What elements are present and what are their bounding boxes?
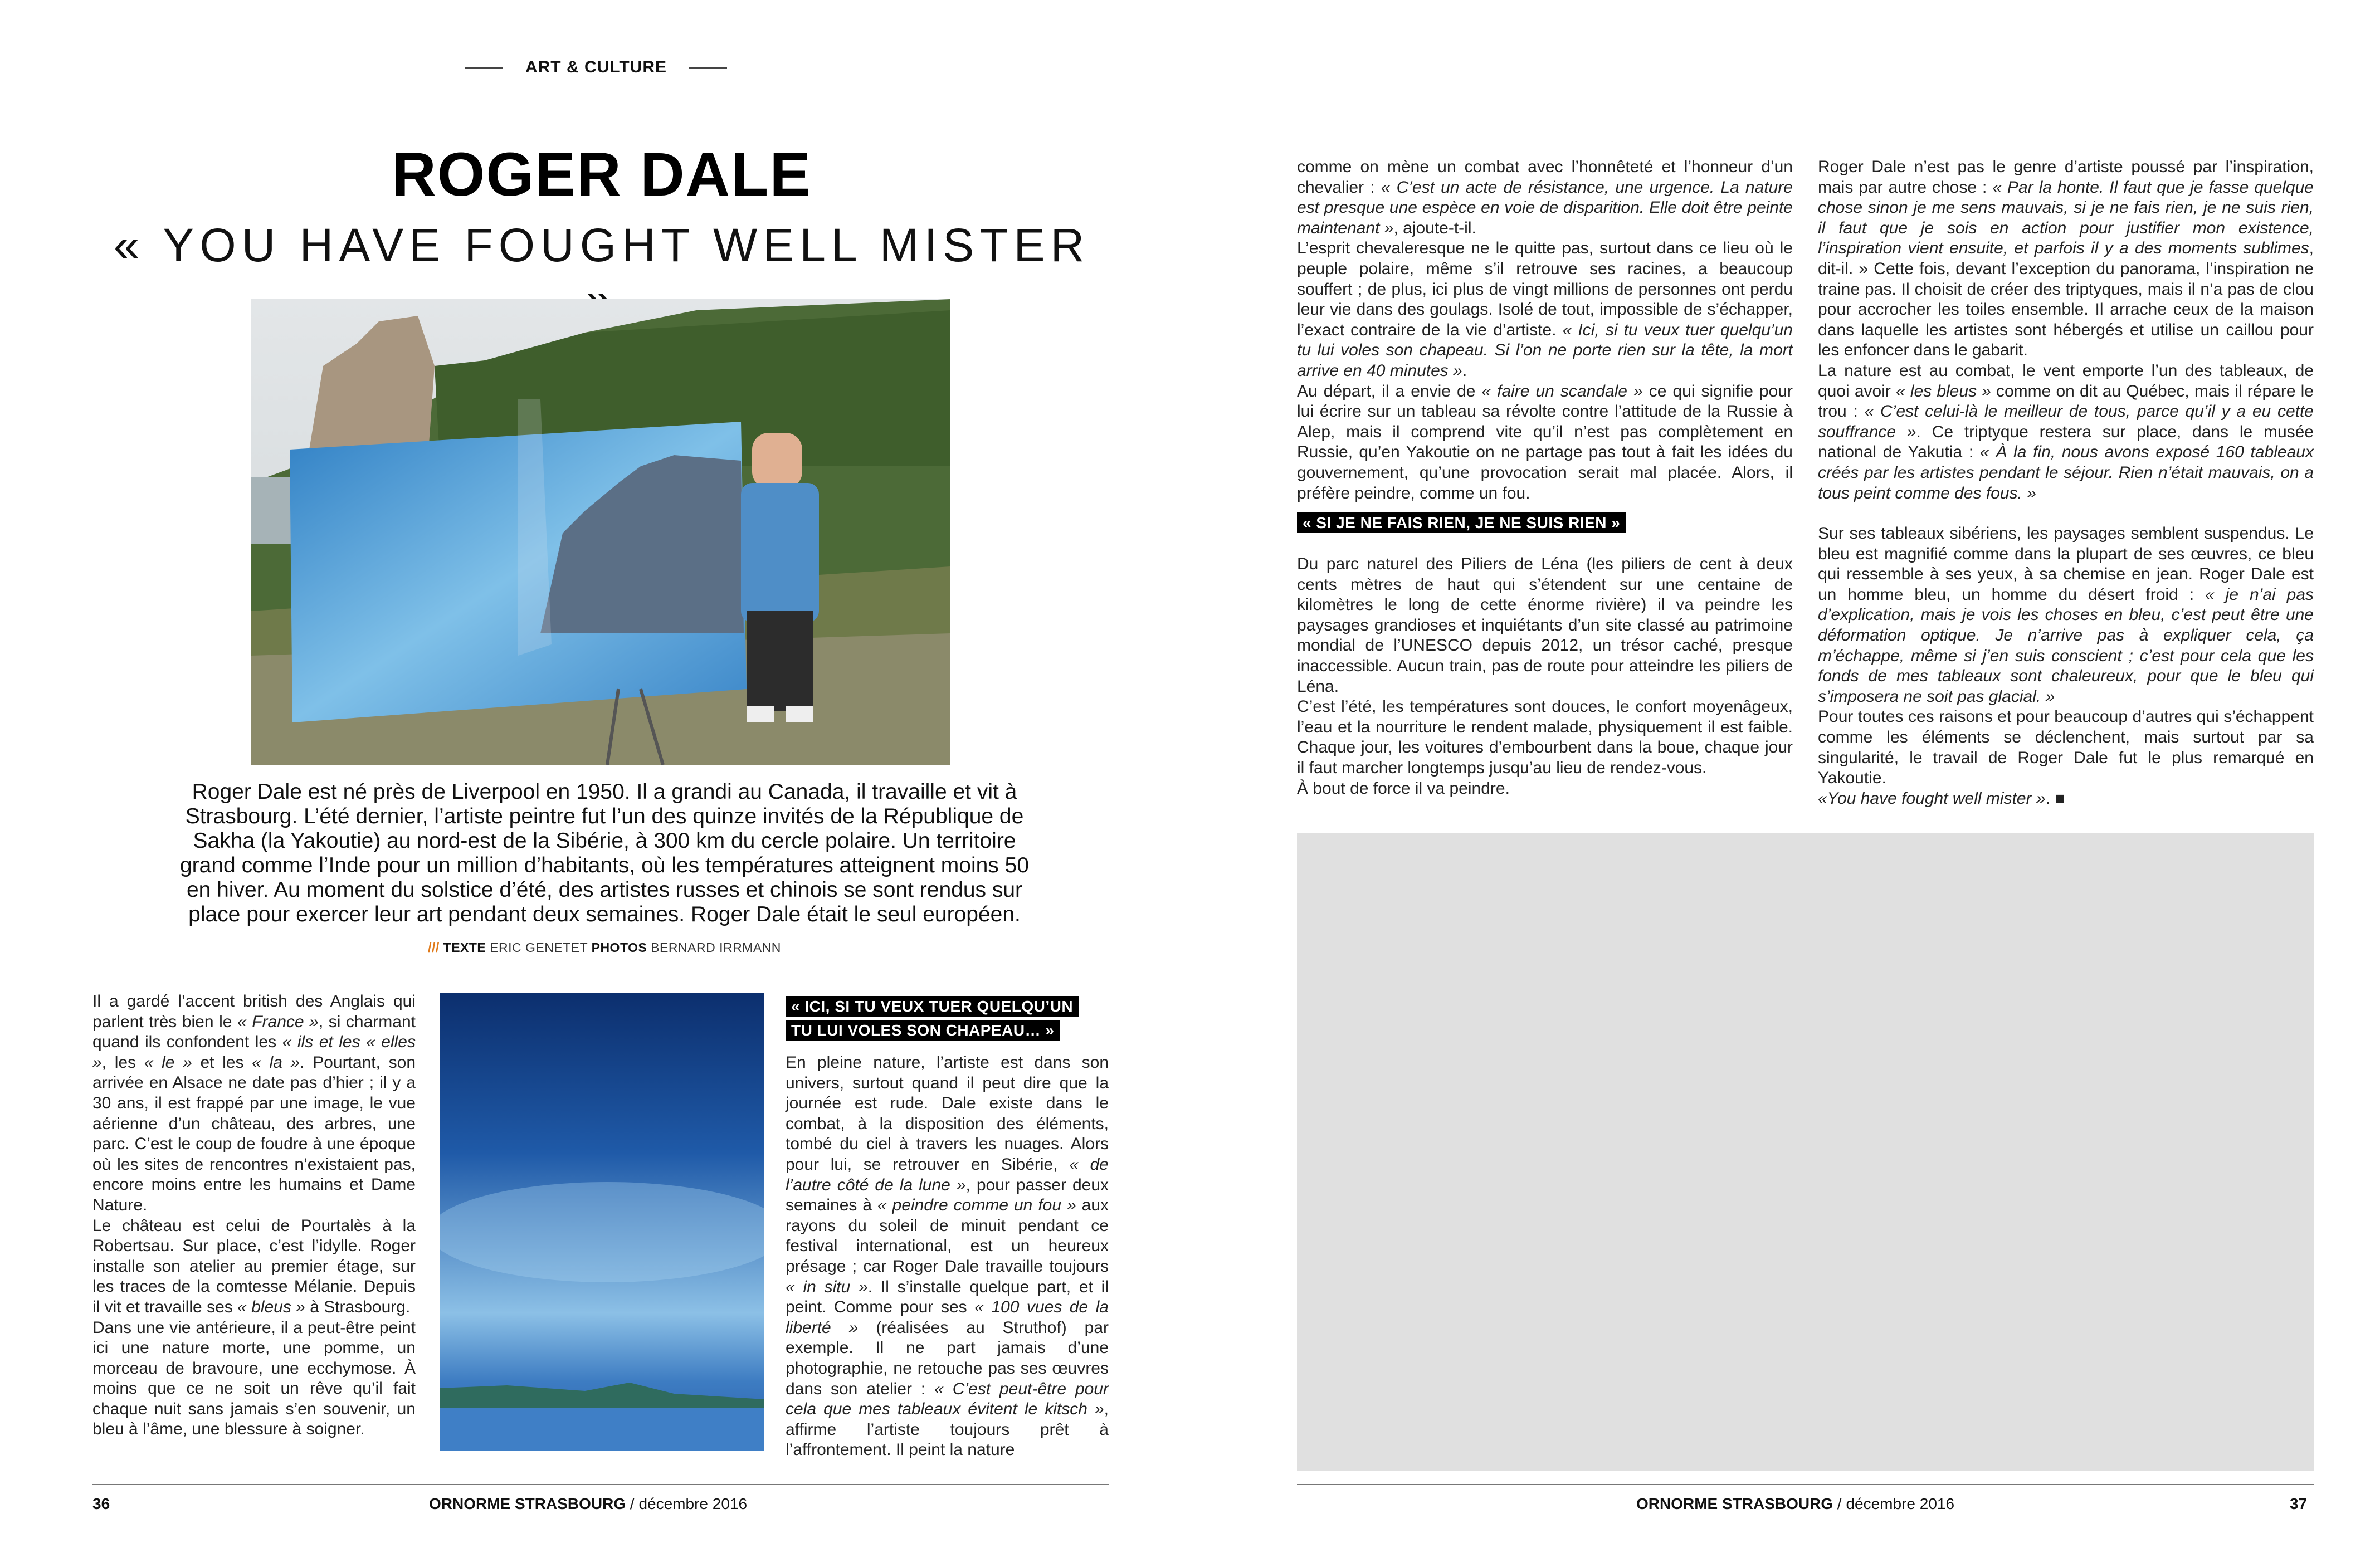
credits-texte-label: TEXTE [443, 940, 486, 955]
col4-paragraph-3: Sur ses tableaux sibériens, les paysages semblent suspendus. Le bleu est magnifié comme dans la plupart de ses œuvres, ce bleu qui ressemble à ses yeux, à sa chemise en jean. Roger Dale est un homme bleu, un homme du désert froid : « je n’ai pas d’explication, mais je vois les choses en bleu, c’est peut être une déformation optique. Je n’arrive pas à expliquer cela, ça m’échappe, même si j’en suis conscient ; c’est pour cela que les fonds de mes tableaux sont chaleureux, pour que le bleu qui s’imposera ne soit pas glacial. » [1818, 524, 2314, 706]
col3b-paragraph-1: Du parc naturel des Piliers de Léna (les piliers de cent à deux cents mètres de haut qui s’étendent sur une centaine de kilomètres le long de cette énorme rivière) il va peindre les paysages grandioses et inquiétants d’un site classé au patrimoine mondial de l’UNESCO depuis 2012, un trésor caché, presque inaccessible. Aucun train, pas de route pour atteindre les piliers de Léna. [1297, 555, 1793, 696]
image-placeholder [1297, 833, 2314, 1471]
col1-paragraph-2: Le château est celui de Pourtalès à la Robertsau. Sur place, c’est l’idylle. Roger installe son atelier au premier étage, sur les traces de la comtesse Mélanie. Depuis il vit et travaille ses « bleus » à Strasbourg. [92, 1216, 416, 1316]
col4-paragraph-2: La nature est au combat, le vent emporte l’un des tableaux, de quoi avoir « les bleus » comme on dit au Québec, mais il répare le trou : « C’est celui-là le meilleur de tous, parce qu’il y a eu cette souffrance ». Ce triptyque restera sur place, dans le musée national de Yakutia : « À la fin, nous avons exposé 160 tableaux créés par les artistes pendant le séjour. Rien n’était mauvais, on a tous peint comme des fous. » [1818, 361, 2314, 502]
col1-paragraph-3: Dans une vie antérieure, il a peut-être peint ici une nature morte, une pomme, un morceau de bravoure, une ecchymose. À moins que ce ne soit un rêve qu’il fait chaque nuit sans jamais s’en souvenir, un bleu à l’âme, une blessure à soigner. [92, 1318, 416, 1439]
pull-quote-2 [1297, 512, 1626, 534]
pull-quote-2-text: « SI JE NE FAIS RIEN, JE NE SUIS RIEN » [1297, 512, 1626, 533]
credits-texte-name: ERIC GENETET [490, 940, 588, 955]
col3b-paragraph-3: À bout de force il va peindre. [1297, 779, 1510, 798]
col4-paragraph-5: «You have fought well mister ». ■ [1818, 789, 2065, 808]
credits-photos-label: PHOTOS [591, 940, 647, 955]
page-number-right: 37 [2290, 1495, 2308, 1512]
credits-slash: /// [428, 940, 440, 955]
artist-photo-illustration [251, 299, 950, 765]
column-3 [1297, 157, 1793, 504]
intro-paragraph: Roger Dale est né près de Liverpool en 1950. Il a grandi au Canada, il travaille et vit à Strasbourg. L’été dernier, l’artiste peintre fut l’un des quinze invités de la République de Sakha (la Yakoutie) au nord-est de la Sibérie, à 300 km du cercle polaire. Un territoire grand comme l’Inde pour un million d’habitants, où les températures atteignent moins 50 en hiver. Au moment du solstice d’été, des artistes russes et chinois se sont rendus sur place pour exercer leur art pendant deux semaines. Roger Dale était le seul européen. [179, 780, 1030, 926]
pull-quote-1 [786, 996, 1109, 1044]
header-rule-left [465, 67, 503, 69]
col2-paragraph: En pleine nature, l’artiste est dans son univers, surtout quand il peut dire que la journée est rude. Dale existe dans le combat, à la disposition des éléments, tombé du ciel à travers les nuages. Alors pour lui, se retrouver en Sibérie, « de l’autre côté de la lune », pour passer deux semaines à « peindre comme un fou » aux rayons du soleil de minuit pendant ce festival international, est un heureux présage ; car Roger Dale travaille toujours « in situ ». Il s’installe quelque part, et il peint. Comme pour ses « 100 vues de la liberté » (réalisées au Struthof) par exemple. Il ne part jamais d’une photographie, ne retouche pas ses œuvres dans son atelier : « C’est peut-être pour cela que mes tableaux évitent le kitsch », affirme l’artiste toujours prêt à l’affrontement. Il peint la nature [786, 1053, 1109, 1459]
column-2 [786, 1053, 1109, 1461]
painting-photo [440, 993, 764, 1451]
column-1 [92, 992, 416, 1440]
section-header [457, 53, 735, 81]
painting-illustration [440, 993, 764, 1451]
pull-quote-1-line-2: TU LUI VOLES SON CHAPEAU… » [786, 1020, 1060, 1041]
col3b-paragraph-2: C’est l’été, les températures sont douces, le confort moyenâgeux, l’eau et la nourriture le rendent malade, physiquement il est faible. Chaque jour, les voitures d’embourbent dans la boue, chaque jour il faut marcher longtemps jusqu’au lieu de rendez-vous. [1297, 697, 1793, 777]
footer-magazine-left: ORNORME STRASBOURG / décembre 2016 [429, 1495, 748, 1512]
article-subtitle: « YOU HAVE FOUGHT WELL MISTER [113, 219, 1090, 271]
col4-paragraph-4: Pour toutes ces raisons et pour beaucoup d’autres qui s’échappent comme les éléments se déclenchent, mais surtout par sa singularité, le travail de Roger Dale fut le plus remarqué en Yakoutie. [1818, 707, 2314, 788]
section-label: ART & CULTURE [525, 58, 667, 76]
pull-quote-1-line-1: « ICI, SI TU VEUX TUER QUELQU’UN [786, 996, 1079, 1017]
page-number-left: 36 [92, 1495, 110, 1512]
footer-rule-left [92, 1484, 1109, 1485]
col1-paragraph-1: Il a gardé l’accent british des Anglais qui parlent très bien le « France », si charmant quand ils confondent les « ils et les « elles », les « le » et les « la ». Pourtant, son arrivée en Alsace ne date pas d’hier ; il y a 30 ans, il est frappé par une image, le vue aérienne d’un château, des arbres, une parc. C’est le coup de foudre à une époque où les sites de rencontres n’existaient pas, encore moins entre les humains et Dame Nature. [92, 992, 416, 1214]
column-3-continued [1297, 554, 1793, 799]
article-title: ROGER DALE [392, 140, 812, 209]
header-rule-right [689, 67, 727, 69]
footer-rule-right [1297, 1484, 2314, 1485]
col3-paragraph-1: comme on mène un combat avec l’honnêteté et l’honneur d’un chevalier : « C’est un acte de résistance, une urgence. La nature est presque une espèce en voie de disparition. Elle doit être peinte maintenant », ajoute-t-il. [1297, 158, 1793, 237]
column-4 [1818, 157, 2314, 809]
credits-line [178, 940, 1031, 955]
col3-paragraph-2: L’esprit chevaleresque ne le quitte pas, surtout dans ce lieu où le peuple polaire, même s’il retrouve ses racines, a beaucoup souffert ; de plus, ici plus de vingt millions de personnes ont perdu leur vie dans des goulags. Isolé de tout, impossible de s’échapper, l’exact contraire de la vie d’artiste. « Ici, si tu veux tuer quelqu’un tu lui voles son chapeau. Si l’on ne porte rien sur la tête, la mort arrive en 40 minutes ». [1297, 239, 1793, 380]
col4-paragraph-1: Roger Dale n’est pas le genre d’artiste poussé par l’inspiration, mais par autre chose : « Par la honte. Il faut que je fasse quelque chose sinon je me sens mauvais, si je ne fais rien, je ne suis rien, il faut que je sois en action pour justifier mon existence, l’inspiration vient ensuite, et parfois il y a des moments sublimes, dit-il. » Cette fois, devant l’exception du panorama, l’inspiration ne traine pas. Il choisit de créer des triptyques, mais il n’a pas de clou pour accrocher les toiles ensemble. Il arrache ceux de la maison dans laquelle les artistes sont hébergés et utilise un caillou pour les enfoncer dans le gabarit. [1818, 158, 2314, 360]
artist-photo [251, 299, 950, 765]
credits-photos-name: BERNARD IRRMANN [651, 940, 781, 955]
footer-magazine-right: ORNORME STRASBOURG / décembre 2016 [1636, 1495, 1955, 1512]
col3-paragraph-3: Au départ, il a envie de « faire un scandale » ce qui signifie pour lui écrire sur un tableau sa révolte contre l’attitude de la Russie à Alep, mais il comprend vite qu’il n’est pas complètement en Russie, qu’en Yakoutie on ne partage pas tout à fait les idées du gouvernement, qu’une provocation serait mal placée. Alors, il préfère peindre, comme un fou. [1297, 382, 1793, 502]
